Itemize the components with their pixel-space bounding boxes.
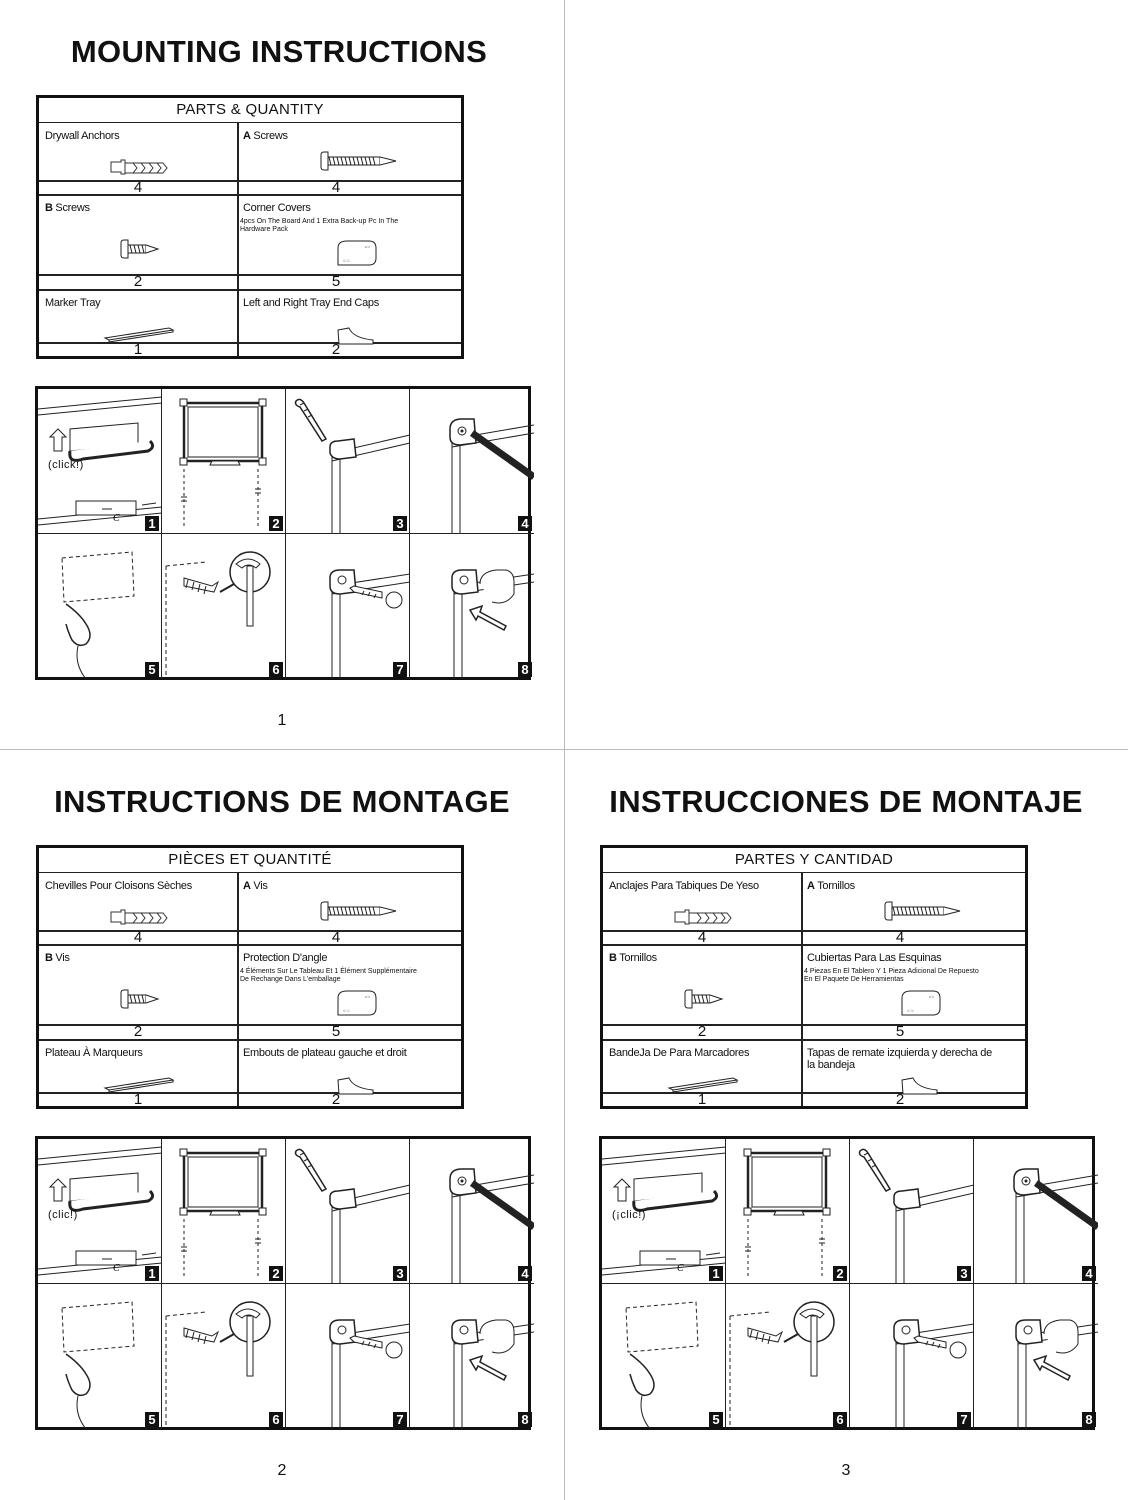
step-panel-7 [850, 1284, 974, 1429]
part-name [609, 1047, 749, 1059]
part-name [45, 952, 70, 964]
part-label: Embouts de plateau gauche et droit [243, 1047, 407, 1059]
step-number: 7 [957, 1412, 971, 1427]
part-label: Drywall Anchors [45, 130, 120, 142]
part-quantity: 4 [697, 929, 707, 946]
part-name [243, 297, 379, 309]
step-panel-8 [410, 1284, 534, 1429]
step-panel-4 [974, 1139, 1098, 1284]
step-number: 7 [393, 1412, 407, 1427]
parts-table-header: PIÈCES ET QUANTITÉ [39, 848, 461, 873]
part-name [807, 1047, 999, 1071]
part-illustration-icon [335, 238, 379, 273]
part-label: Vis [55, 952, 70, 964]
part-name [243, 880, 268, 892]
part-quantity: 2 [895, 1091, 905, 1108]
part-name [243, 952, 327, 964]
svg-text:C: C [113, 1263, 120, 1274]
part-quantity: 5 [895, 1023, 905, 1040]
part-name [45, 880, 192, 892]
part-quantity: 4 [331, 929, 341, 946]
step-number: 8 [518, 1412, 532, 1427]
step-panel-2 [162, 1139, 286, 1284]
part-illustration-icon [119, 988, 161, 1015]
step-panel-2 [162, 389, 286, 534]
part-illustration-icon [683, 988, 725, 1015]
part-label: Chevilles Pour Cloisons Sèches [45, 880, 192, 892]
step-number: 3 [393, 1266, 407, 1281]
part-illustration-icon [319, 150, 399, 177]
part-label: Vis [253, 880, 268, 892]
part-label: Marker Tray [45, 297, 101, 309]
part-prefix: A [243, 880, 251, 892]
part-quantity: 4 [133, 929, 143, 946]
step-panel-8 [974, 1284, 1098, 1429]
svg-text:c⊃: c⊃ [365, 994, 371, 999]
step-number: 2 [269, 516, 283, 531]
instruction-page-1 [0, 0, 564, 750]
part-quantity: 2 [133, 273, 143, 290]
svg-text:c⊃: c⊃ [929, 994, 935, 999]
part-name [609, 880, 759, 892]
part-name [243, 1047, 406, 1059]
part-label: Tornillos [619, 952, 657, 964]
step-number: 8 [1082, 1412, 1096, 1427]
part-label: Cubiertas Para Las Esquinas [807, 952, 942, 964]
part-quantity: 2 [331, 341, 341, 358]
svg-text:⊂⊃: ⊂⊃ [907, 1008, 914, 1013]
step-panel-4 [410, 389, 534, 534]
click-label: (¡clic!) [612, 1209, 646, 1221]
step-panel-3 [286, 1139, 410, 1284]
part-prefix: A [807, 880, 815, 892]
svg-text:⊂⊃: ⊂⊃ [343, 1008, 350, 1013]
part-label: Tornillos [817, 880, 855, 892]
part-name [243, 130, 288, 142]
part-label: Corner Covers [243, 202, 311, 214]
parts-table [600, 845, 1028, 1109]
page-number: 2 [277, 1462, 287, 1479]
part-note: 4 Éléments Sur Le Tableau Et 1 Élément Supplémentaire De Rechange Dans L'emballage [240, 968, 417, 983]
part-illustration-icon [319, 900, 399, 927]
step-panel-2 [726, 1139, 850, 1284]
step-number: 4 [1082, 1266, 1096, 1281]
step-number: 5 [145, 662, 159, 677]
step-number: 1 [145, 516, 159, 531]
part-label: Tapas de remate izquierda y derecha de la bandeja [807, 1047, 992, 1071]
step-panel-7 [286, 1284, 410, 1429]
part-quantity: 2 [697, 1023, 707, 1040]
part-label: Screws [55, 202, 90, 214]
step-number: 8 [518, 662, 532, 677]
part-prefix: B [45, 202, 53, 214]
page-number: 3 [841, 1462, 851, 1479]
step-panel-6 [162, 534, 286, 679]
step-panel-8 [410, 534, 534, 679]
step-panel-5 [38, 1284, 162, 1429]
step-number: 1 [709, 1266, 723, 1281]
part-label: BandeJa De Para Marcadores [609, 1047, 750, 1059]
step-panel-1 [38, 1139, 162, 1284]
parts-table-header: PARTES Y CANTIDAD [603, 848, 1025, 873]
step-number: 6 [269, 1412, 283, 1427]
part-name [807, 880, 855, 892]
svg-text:⊂⊃: ⊂⊃ [343, 258, 350, 263]
steps-grid [35, 1136, 531, 1430]
part-name [45, 1047, 143, 1059]
part-prefix: A [243, 130, 251, 142]
steps-grid [35, 386, 531, 680]
step-panel-6 [726, 1284, 850, 1429]
part-name [243, 202, 311, 214]
part-note: 4pcs On The Board And 1 Extra Back-up Pc In The Hardware Pack [240, 218, 399, 233]
parts-table [36, 845, 464, 1109]
instruction-page-2 [0, 750, 564, 1500]
part-illustration-icon [883, 900, 963, 927]
part-prefix: B [609, 952, 617, 964]
svg-text:C: C [677, 1263, 684, 1274]
part-prefix: B [45, 952, 53, 964]
step-number: 4 [518, 516, 532, 531]
step-number: 5 [709, 1412, 723, 1427]
step-number: 2 [833, 1266, 847, 1281]
part-name [45, 130, 119, 142]
steps-grid [599, 1136, 1095, 1430]
part-quantity: 4 [895, 929, 905, 946]
step-panel-3 [286, 389, 410, 534]
step-panel-4 [410, 1139, 534, 1284]
page-title: MOUNTING INSTRUCTIONS [70, 34, 488, 69]
page-title: INSTRUCTIONS DE MONTAGE [54, 784, 510, 819]
step-number: 4 [518, 1266, 532, 1281]
step-panel-6 [162, 1284, 286, 1429]
click-label: (clic!) [48, 1209, 78, 1221]
parts-table [36, 95, 464, 359]
parts-table-header: PARTS & QUANTITY [39, 98, 461, 123]
part-label: Anclajes Para Tabiques De Yeso [609, 880, 759, 892]
part-label: Screws [253, 130, 288, 142]
step-panel-1 [602, 1139, 726, 1284]
step-number: 1 [145, 1266, 159, 1281]
page-number: 1 [277, 712, 287, 729]
step-panel-5 [38, 534, 162, 679]
part-name [609, 952, 657, 964]
part-label: Plateau À Marqueurs [45, 1047, 143, 1059]
part-quantity: 4 [133, 179, 143, 196]
step-panel-7 [286, 534, 410, 679]
page-title: INSTRUCCIONES DE MONTAJE [609, 784, 1083, 819]
click-label: (click!) [48, 459, 84, 471]
step-number: 5 [145, 1412, 159, 1427]
svg-text:C: C [113, 513, 120, 524]
step-panel-5 [602, 1284, 726, 1429]
part-illustration-icon [119, 238, 161, 265]
step-number: 7 [393, 662, 407, 677]
part-quantity: 2 [331, 1091, 341, 1108]
part-illustration-icon [899, 988, 943, 1023]
step-number: 3 [957, 1266, 971, 1281]
part-quantity: 1 [133, 341, 143, 358]
part-name [45, 297, 100, 309]
part-note: 4 Piezas En El Tablero Y 1 Pieza Adicional De Repuesto En El Paquete De Herramientas [804, 968, 979, 983]
part-name [45, 202, 90, 214]
instruction-page-3 [564, 750, 1128, 1500]
part-quantity: 1 [697, 1091, 707, 1108]
part-illustration-icon [335, 988, 379, 1023]
part-label: Protection D'angle [243, 952, 328, 964]
part-quantity: 2 [133, 1023, 143, 1040]
step-panel-1 [38, 389, 162, 534]
step-number: 3 [393, 516, 407, 531]
part-name [807, 952, 941, 964]
part-label: Left and Right Tray End Caps [243, 297, 379, 309]
step-number: 2 [269, 1266, 283, 1281]
svg-text:c⊃: c⊃ [365, 244, 371, 249]
step-number: 6 [833, 1412, 847, 1427]
part-quantity: 5 [331, 1023, 341, 1040]
step-panel-3 [850, 1139, 974, 1284]
part-quantity: 1 [133, 1091, 143, 1108]
part-quantity: 4 [331, 179, 341, 196]
part-quantity: 5 [331, 273, 341, 290]
step-number: 6 [269, 662, 283, 677]
